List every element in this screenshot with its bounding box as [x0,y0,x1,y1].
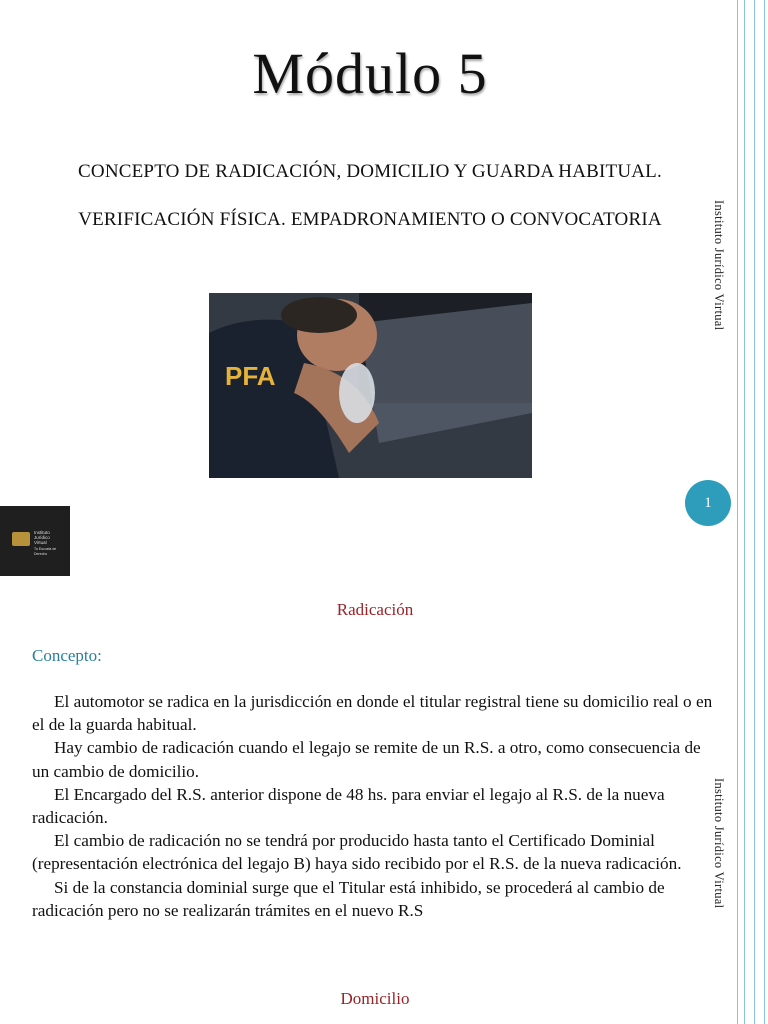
paragraph-1: El automotor se radica en la jurisdicción en donde el titular registral tiene su domicilio real o en el de la guarda habitual. [32,692,713,735]
paragraph-2: Hay cambio de radicación cuando el legajo se remite de un R.S. a otro, como consecuencia de un cambio de domicilio. [32,738,701,781]
paragraph-3: El Encargado del R.S. anterior dispone de 48 hs. para enviar el legajo al R.S. de la nueva radicación. [32,784,665,828]
section-heading-radicacion: Radicación [336,600,414,619]
photo-pfa-text: PFA [225,361,276,391]
side-label: Instituto Jurídico Virtual [712,200,726,331]
logo-tagline: Tu Escuela de Derecho [34,547,57,556]
paragraph-4: El cambio de radicación no se tendrá por producido hasta tanto el Certificado Dominial (representación electrónica del legajo B) haya sido recibido por el R.S. de la nueva radicación. [32,831,682,874]
page-number-badge: 1 [685,480,731,526]
body-text [32,690,722,922]
logo-line-1: Instituto [34,530,50,535]
logo-line-3: Virtual [34,540,47,545]
edge-line-1 [737,0,738,1024]
slide-subtitle-2: VERIFICACIÓN FÍSICA. EMPADRONAMIENTO O CONVOCATORIA [78,209,662,230]
side-label-2: Instituto Jurídico Virtual [712,778,726,909]
photo-illustration [209,293,532,478]
edge-line-2 [744,0,745,1024]
section-heading-domicilio: Domicilio [340,989,410,1008]
edge-line-3 [754,0,755,1024]
slide-title: Módulo 5 [252,41,488,106]
slide-subtitle-1: CONCEPTO DE RADICACIÓN, DOMICILIO Y GUARDA HABITUAL. [78,161,662,182]
slide-photo [209,293,532,478]
paragraph-5: Si de la constancia dominial surge que el Titular está inhibido, se procederá al cambio de radicación pero no se realizarán trámites en el nuevo R.S [32,877,665,920]
logo-text [34,530,70,557]
concept-label: Concepto: [32,646,102,665]
logo-emblem-icon [12,532,30,546]
institute-logo [0,506,70,576]
edge-line-4 [764,0,765,1024]
logo-line-2: Jurídico [34,535,50,540]
